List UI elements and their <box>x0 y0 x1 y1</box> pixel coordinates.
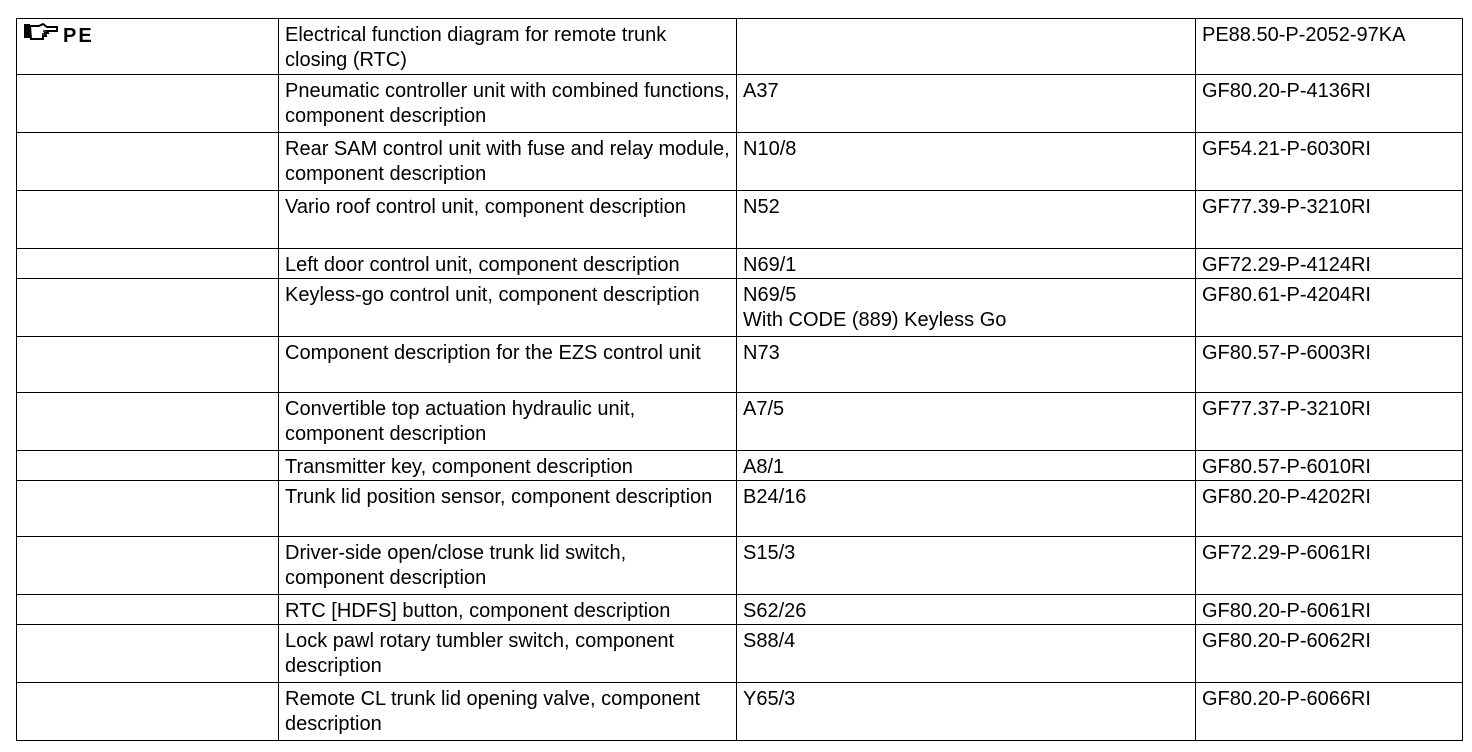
table-row <box>17 393 1463 451</box>
description-cell: Remote CL trunk lid opening valve, component description <box>279 683 737 741</box>
document-link[interactable]: GF80.57-P-6003RI <box>1196 337 1463 393</box>
marker-cell <box>17 279 279 337</box>
component-code: B24/16 <box>743 486 807 508</box>
component-code: N52 <box>743 196 780 218</box>
component-code: A7/5 <box>743 398 785 420</box>
document-link[interactable]: GF54.21-P-6030RI <box>1196 133 1463 191</box>
reference-table <box>16 18 1463 741</box>
component-code: A37 <box>743 80 779 102</box>
component-cell <box>737 279 1196 337</box>
document-link[interactable]: GF80.20-P-4136RI <box>1196 75 1463 133</box>
document-link[interactable]: GF72.29-P-4124RI <box>1196 249 1463 279</box>
table-row <box>17 537 1463 595</box>
table-row <box>17 75 1463 133</box>
marker-cell <box>17 191 279 249</box>
table-row <box>17 249 1463 279</box>
description-cell: Trunk lid position sensor, component description <box>279 481 737 537</box>
pe-marker-label: PE <box>63 25 94 47</box>
document-link[interactable]: GF80.57-P-6010RI <box>1196 451 1463 481</box>
description-cell: Rear SAM control unit with fuse and relay module, component description <box>279 133 737 191</box>
component-code: N73 <box>743 342 780 364</box>
description-cell: Transmitter key, component description <box>279 451 737 481</box>
component-cell <box>737 191 1196 249</box>
component-cell <box>737 451 1196 481</box>
document-link[interactable]: GF80.61-P-4204RI <box>1196 279 1463 337</box>
description-cell: Vario roof control unit, component description <box>279 191 737 249</box>
table-row <box>17 279 1463 337</box>
description-cell: Left door control unit, component description <box>279 249 737 279</box>
component-cell <box>737 393 1196 451</box>
description-cell: Component description for the EZS control unit <box>279 337 737 393</box>
table-row <box>17 595 1463 625</box>
pointing-hand-icon <box>23 23 59 45</box>
document-link[interactable]: GF80.20-P-6061RI <box>1196 595 1463 625</box>
table-row <box>17 481 1463 537</box>
header-component <box>737 19 1196 75</box>
component-cell <box>737 249 1196 279</box>
component-code: S88/4 <box>743 630 796 652</box>
component-code: N69/5 <box>743 284 797 306</box>
header-description: Electrical function diagram for remote trunk closing (RTC) <box>279 19 737 75</box>
marker-cell <box>17 683 279 741</box>
component-code: A8/1 <box>743 456 785 478</box>
description-cell: Lock pawl rotary tumbler switch, component description <box>279 625 737 683</box>
component-cell <box>737 133 1196 191</box>
component-code: S15/3 <box>743 542 796 564</box>
marker-cell <box>17 133 279 191</box>
component-code: S62/26 <box>743 600 807 622</box>
component-cell <box>737 537 1196 595</box>
document-link[interactable]: GF77.37-P-3210RI <box>1196 393 1463 451</box>
component-cell <box>737 625 1196 683</box>
marker-cell <box>17 595 279 625</box>
description-cell: Pneumatic controller unit with combined functions, component description <box>279 75 737 133</box>
component-cell <box>737 75 1196 133</box>
table-row <box>17 451 1463 481</box>
table-row <box>17 683 1463 741</box>
table-row <box>17 191 1463 249</box>
description-cell: RTC [HDFS] button, component description <box>279 595 737 625</box>
description-cell: Driver-side open/close trunk lid switch, component description <box>279 537 737 595</box>
component-code: Y65/3 <box>743 688 796 710</box>
marker-cell <box>17 75 279 133</box>
table-body <box>17 19 1463 741</box>
document-link[interactable]: GF80.20-P-4202RI <box>1196 481 1463 537</box>
table-row <box>17 337 1463 393</box>
marker-cell <box>17 451 279 481</box>
document-link[interactable]: GF80.20-P-6066RI <box>1196 683 1463 741</box>
description-cell: Convertible top actuation hydraulic unit, component description <box>279 393 737 451</box>
marker-cell <box>17 625 279 683</box>
component-cell <box>737 337 1196 393</box>
document-link[interactable]: GF72.29-P-6061RI <box>1196 537 1463 595</box>
component-cell <box>737 683 1196 741</box>
document-link[interactable]: GF77.39-P-3210RI <box>1196 191 1463 249</box>
header-document-link[interactable]: PE88.50-P-2052-97KA <box>1196 19 1463 75</box>
component-note: With CODE (889) Keyless Go <box>743 309 1007 331</box>
component-cell <box>737 481 1196 537</box>
header-row <box>17 19 1463 75</box>
description-cell: Keyless-go control unit, component description <box>279 279 737 337</box>
component-code: N10/8 <box>743 138 797 160</box>
document-link[interactable]: GF80.20-P-6062RI <box>1196 625 1463 683</box>
component-cell <box>737 595 1196 625</box>
marker-cell <box>17 481 279 537</box>
marker-cell <box>17 537 279 595</box>
marker-cell <box>17 337 279 393</box>
component-code: N69/1 <box>743 254 797 276</box>
table-row <box>17 133 1463 191</box>
pe-marker-cell <box>17 19 279 75</box>
table-row <box>17 625 1463 683</box>
marker-cell <box>17 393 279 451</box>
marker-cell <box>17 249 279 279</box>
